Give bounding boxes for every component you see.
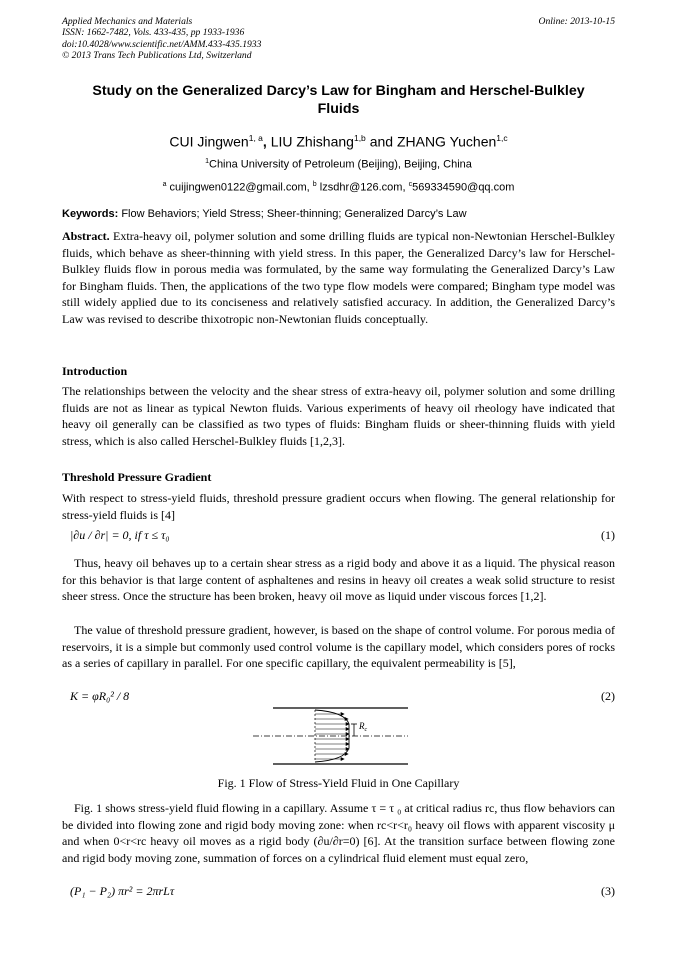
email-b-sup: b (312, 181, 317, 188)
journal-header (62, 16, 261, 62)
email-a[interactable]: cuijingwen0122@gmail.com, (169, 181, 310, 194)
tpg-paragraph-4: Fig. 1 shows stress-yield fluid flowing in a capillary. Assume τ = τ ₀ at critical radius rc, thus flow behaviors can be divided into flowing zone and rigid body moving zone: when rc<r<r₀ heavy oil flows with apparent viscosity μ and when 0<r<rc heavy oil moves as a rigid body (∂u/∂r=0) [6]. At the transition surface between flowing zone and rigid body moving zone, summation of forces on a cylindrical fluid element must equal zero, (62, 801, 615, 865)
intro-text: The relationships between the velocity and the shear stress of extra-heavy oil, polymer solution and some drilling fluids are not as linear as typical Newton fluids. Various experiments of heavy oil rheology have indicated that heavy oil generally can be classified as two types of fluids: Bingham fluids or sheer-thinning fluids with yield stress, which is also called Herschel-Bulkley fluids [1,2,3]. (62, 384, 615, 448)
issn-line: ISSN: 1662-7482, Vols. 433-435, pp 1933-1936 (62, 27, 245, 39)
keywords (62, 208, 615, 220)
equation-1-number: (1) (601, 528, 615, 542)
email-c-sup: c (408, 181, 413, 188)
equation-3-expr: (P₁ − P₂) πr² = 2πrLτ (70, 884, 175, 898)
equation-1-expr: |∂u / ∂r| = 0, if τ ≤ τ₀ (70, 528, 170, 542)
affiliation (62, 158, 615, 171)
equation-3 (62, 884, 615, 900)
title-line-2: Fluids (317, 101, 360, 117)
author-list: CUI Jingwen$^{1, a}$, LIU Zhishang$^{1,b}$ and ZHANG Yuchen$^{1,c}$ (169, 133, 508, 150)
email-a-sup: a (162, 181, 167, 188)
tpg-paragraph-3: The value of threshold pressure gradient, however, is based on the shape of control volume. For porous media of reservoirs, it is a simple but commonly used control volume is the capillary model, which considers pores of rocks as a series of capillary in parallel. For one specific capillary, the equivalent permeability is [5], (62, 623, 615, 671)
equation-2-expr: K = φR₀² / 8 (70, 689, 130, 703)
email-c[interactable]: 569334590@qq.com (412, 181, 515, 194)
author-1-sup: 1, a (248, 133, 263, 143)
online-date: Online: 2013-10-15 (538, 16, 615, 27)
keywords-text: Flow Behaviors; Yield Stress; Sheer-thinning; Generalized Darcy’s Law (121, 208, 467, 220)
abstract-text: Extra-heavy oil, polymer solution and some drilling fluids are typical non-Newtonian Herschel-Bulkley fluids, which behave as sheer-thinning with yield stress. In this paper, the Generalized Darcy’s law for Herschel-Bulkley fluids flow in porous media was formulated, by the same way formulating the Generalized Darcy’s Law for Bingham fluids. Then, the applications of the two type flow models were compared; Bingham type model was still widely applied due to its conciseness and relatively satisfied accuracy. In addition, the Generalized Darcy’s Law was revised to describe thixotropic non-Newtonian fluids conceptually. (62, 229, 615, 326)
author-2: LIU Zhishang (270, 133, 354, 150)
equation-1 (62, 528, 615, 544)
keywords-label: Keywords: (62, 208, 119, 220)
affiliation-sup: 1 (205, 158, 209, 165)
journal-name: Applied Mechanics and Materials (62, 16, 193, 27)
paper-title (62, 82, 615, 118)
figure-1-caption: Fig. 1 Flow of Stress-Yield Fluid in One Capillary (217, 776, 460, 790)
doi-line: doi:10.4028/www.scientific.net/AMM.433-435.1933 (62, 38, 262, 50)
tpg-paragraph-1: With respect to stress-yield fluids, threshold pressure gradient occurs when flowing. The general relationship for stress-yield fluids is [4] (62, 491, 615, 522)
email-b[interactable]: lzsdhr@126.com, (319, 181, 406, 194)
abstract (62, 228, 615, 328)
title-line-1: Study on the Generalized Darcy’s Law for Bingham and Herschel-Bulkley (92, 83, 585, 99)
author-2-sup: 1,b (353, 133, 366, 143)
copyright-line: © 2013 Trans Tech Publications Ltd, Switzerland (62, 50, 252, 62)
email-list (62, 181, 615, 194)
tpg-heading: Threshold Pressure Gradient (62, 470, 212, 484)
affiliation-text: China University of Petroleum (Beijing), Beijing, China (209, 158, 472, 171)
rc-label: $R_c$ (359, 721, 368, 733)
equation-2-number: (2) (601, 689, 615, 703)
author-1: CUI Jingwen (169, 133, 249, 150)
capillary-flow-figure (253, 702, 408, 770)
tpg-paragraph-2: Thus, heavy oil behaves up to a certain shear stress as a rigid body and above it as a liquid. The physical reason for this behavior is that large content of asphaltenes and resins in heavy oil creates a weak solid structure to resist sheer stress. Once the structure has been broken, heavy oil move as liquid under viscous forces [1,2]. (62, 556, 615, 604)
equation-3-number: (3) (601, 884, 615, 898)
author-and: and (369, 133, 394, 150)
author-3: ZHANG Yuchen (396, 133, 497, 150)
abstract-label: Abstract. (62, 229, 110, 243)
author-3-sup: 1,c (496, 133, 508, 143)
intro-heading: Introduction (62, 364, 128, 378)
velocity-arrows (315, 713, 349, 761)
